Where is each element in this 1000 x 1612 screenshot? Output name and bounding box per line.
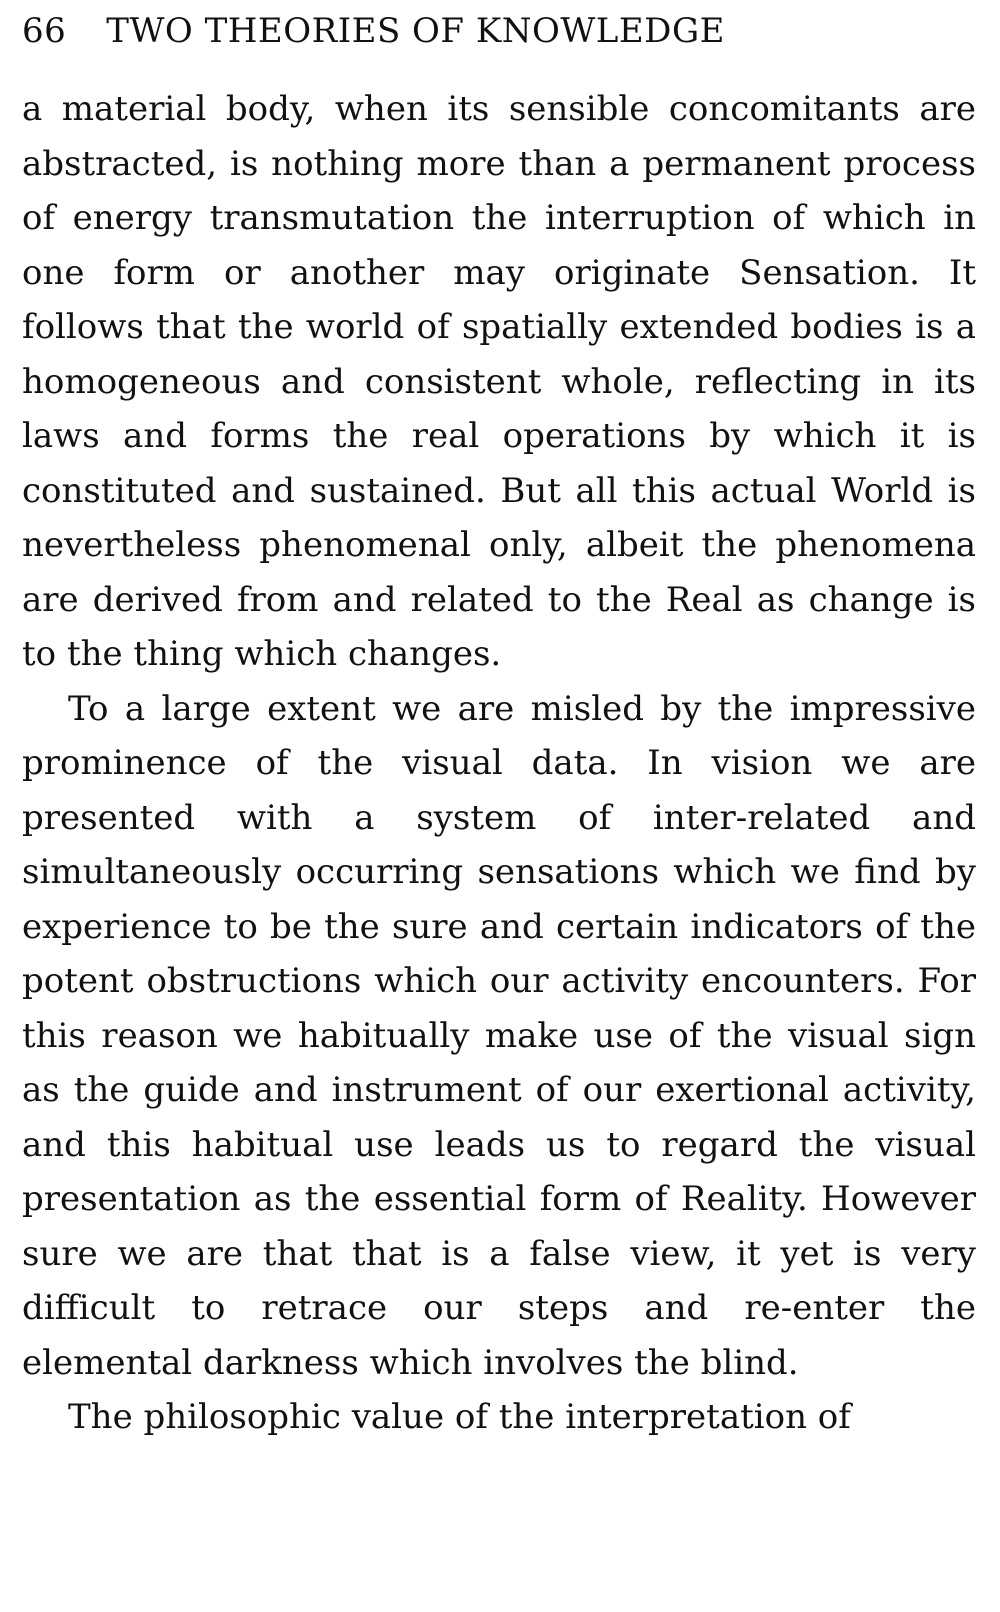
running-head (22, 11, 976, 60)
paragraph-continuation: a material body, when its sensible concomitants are abstracted, is nothing more than a permanent process of energy transmutation the interruption of which in one form or another may originate Sensation. It follows that the world of spatially extended bodies is a homogeneous and consistent whole, reflecting in its laws and forms the real operations by which it is constituted and sustained. But all this actual World is nevertheless phenomenal only, albeit the phenomena are derived from and related to the Real as change is to the thing which changes. (22, 89, 976, 674)
paragraph-visual-data: To a large extent we are misled by the impressive prominence of the visual data. In vision we are presented with a system of inter-related and simultaneously occurring sensations which we find by experience to be the sure and certain indicators of the potent obstructions which our activity encounters. For this reason we habitually make use of the visual sign as the guide and instrument of our exertional activity, and this habitual use leads us to regard the visual presentation as the essential form of Reality. However sure we are that that is a false view, it yet is very difficult to retrace our steps and re-enter the elemental darkness which involves the blind. (22, 688, 976, 1383)
paragraph-philosophic-value: The philosophic value of the interpretation of (68, 1397, 851, 1437)
page-number: 66 (22, 11, 67, 51)
running-title: TWO THEORIES OF KNOWLEDGE (106, 11, 725, 51)
body-text (22, 82, 976, 1445)
